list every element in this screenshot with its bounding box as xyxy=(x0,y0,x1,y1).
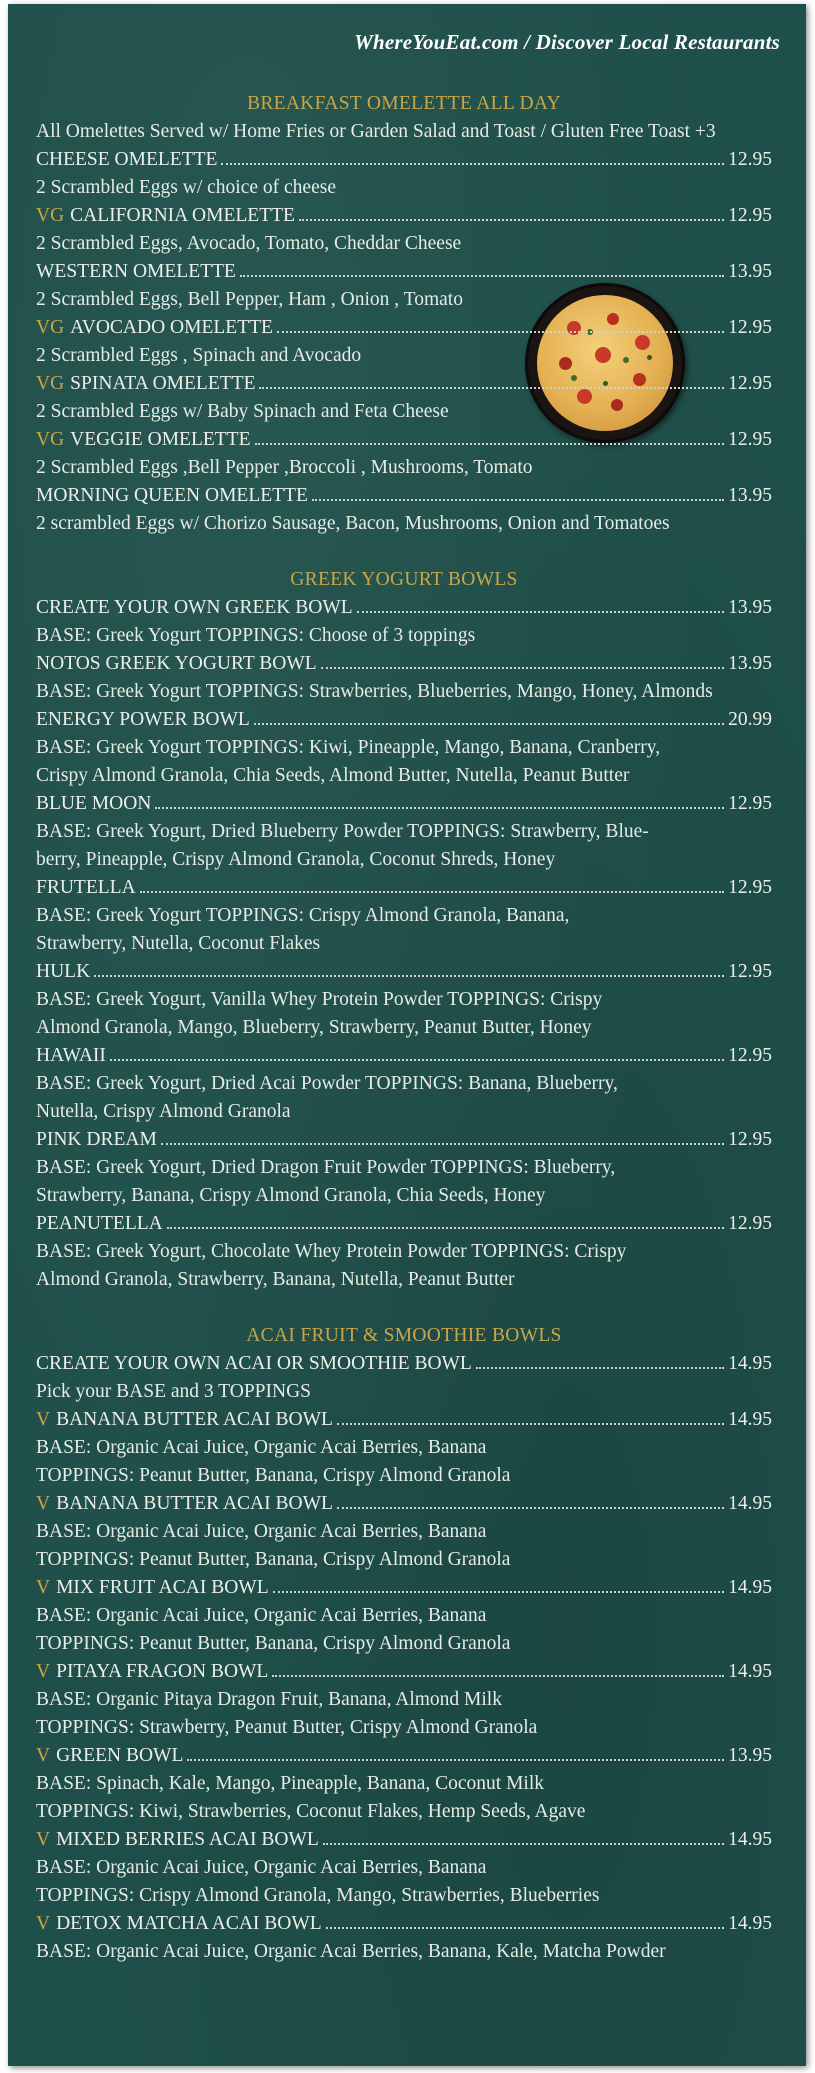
dot-leader xyxy=(476,1367,724,1369)
diet-tag: V xyxy=(36,1409,51,1430)
item-description: 2 Scrambled Eggs w/ Baby Spinach and Feta Cheese xyxy=(36,401,449,422)
item-price: 12.95 xyxy=(728,1129,772,1150)
item-title: BLUE MOON xyxy=(36,793,152,814)
menu-item-row xyxy=(36,482,772,510)
item-description: BASE: Spinach, Kale, Mango, Pineapple, Banana, Coconut Milk xyxy=(36,1773,545,1794)
item-description: TOPPINGS: Peanut Butter, Banana, Crispy Almond Granola xyxy=(36,1549,511,1570)
item-title: DETOX MATCHA ACAI BOWL xyxy=(56,1913,322,1934)
diet-tag: V xyxy=(36,1493,51,1514)
item-name xyxy=(36,370,255,398)
menu-item-row xyxy=(36,1658,772,1686)
item-price: 12.95 xyxy=(728,205,772,226)
item-name xyxy=(36,146,217,174)
item-description: BASE: Greek Yogurt, Dried Dragon Fruit Powder TOPPINGS: Blueberry, xyxy=(36,1157,616,1178)
item-price: 12.95 xyxy=(728,877,772,898)
item-description: 2 Scrambled Eggs, Bell Pepper, Ham , Onion , Tomato xyxy=(36,289,463,310)
item-name xyxy=(36,874,136,902)
item-name xyxy=(36,1042,106,1070)
diet-tag: VG xyxy=(36,429,65,450)
item-title: HAWAII xyxy=(36,1045,106,1066)
dot-leader xyxy=(254,723,724,725)
item-description: BASE: Greek Yogurt TOPPINGS: Crispy Almond Granola, Banana, xyxy=(36,905,570,926)
diet-tag: V xyxy=(36,1577,51,1598)
item-title: GREEN BOWL xyxy=(56,1745,184,1766)
dot-leader xyxy=(110,1059,724,1061)
menu-page xyxy=(8,4,806,2066)
item-price: 14.95 xyxy=(728,1409,772,1430)
diet-tag: VG xyxy=(36,205,65,226)
menu-item-row xyxy=(36,258,772,286)
item-price: 12.95 xyxy=(728,793,772,814)
diet-tag: VG xyxy=(36,373,65,394)
acai-list xyxy=(36,1350,772,1966)
item-name xyxy=(36,958,90,986)
item-name xyxy=(36,1350,472,1378)
dot-leader xyxy=(337,1507,724,1509)
item-name xyxy=(36,706,250,734)
dot-leader xyxy=(259,387,724,389)
item-description: Pick your BASE and 3 TOPPINGS xyxy=(36,1381,312,1402)
section-title-acai: ACAI FRUIT & SMOOTHIE BOWLS xyxy=(246,1325,562,1346)
item-title: SPINATA OMELETTE xyxy=(70,373,256,394)
item-title: AVOCADO OMELETTE xyxy=(70,317,273,338)
item-name xyxy=(36,1126,157,1154)
dot-leader xyxy=(277,331,724,333)
item-title: PITAYA FRAGON BOWL xyxy=(56,1661,269,1682)
menu-item-row xyxy=(36,1126,772,1154)
item-price: 13.95 xyxy=(728,597,772,618)
item-price: 12.95 xyxy=(728,317,772,338)
dot-leader xyxy=(337,1423,724,1425)
item-name xyxy=(36,482,308,510)
dot-leader xyxy=(161,1143,724,1145)
menu-item-row xyxy=(36,370,772,398)
dot-leader xyxy=(140,891,724,893)
item-title: ENERGY POWER BOWL xyxy=(36,709,250,730)
item-description: Almond Granola, Strawberry, Banana, Nutella, Peanut Butter xyxy=(36,1269,515,1290)
item-description: TOPPINGS: Peanut Butter, Banana, Crispy Almond Granola xyxy=(36,1633,511,1654)
item-description: 2 scrambled Eggs w/ Chorizo Sausage, Bacon, Mushrooms, Onion and Tomatoes xyxy=(36,513,670,534)
item-name xyxy=(36,258,236,286)
section-title-omelettes: BREAKFAST OMELETTE ALL DAY xyxy=(247,93,561,114)
item-title: MIX FRUIT ACAI BOWL xyxy=(56,1577,269,1598)
item-description: BASE: Organic Acai Juice, Organic Acai Berries, Banana xyxy=(36,1605,487,1626)
menu-item-row xyxy=(36,1042,772,1070)
item-title: HULK xyxy=(36,961,91,982)
menu-item-row xyxy=(36,1406,772,1434)
item-description: BASE: Greek Yogurt, Dried Blueberry Powder TOPPINGS: Strawberry, Blue- xyxy=(36,821,649,842)
item-title: PEANUTELLA xyxy=(36,1213,163,1234)
item-price: 13.95 xyxy=(728,261,772,282)
item-price: 12.95 xyxy=(728,149,772,170)
item-description: BASE: Organic Acai Juice, Organic Acai Berries, Banana xyxy=(36,1437,487,1458)
dot-leader xyxy=(155,807,724,809)
item-name xyxy=(36,790,151,818)
item-title: BANANA BUTTER ACAI BOWL xyxy=(56,1493,333,1514)
item-description: 2 Scrambled Eggs , Spinach and Avocado xyxy=(36,345,362,366)
dot-leader xyxy=(240,275,724,277)
dot-leader xyxy=(94,975,724,977)
item-description: Nutella, Crispy Almond Granola xyxy=(36,1101,291,1122)
item-price: 14.95 xyxy=(728,1661,772,1682)
item-price: 20.99 xyxy=(728,709,772,730)
item-title: CALIFORNIA OMELETTE xyxy=(70,205,295,226)
diet-tag: V xyxy=(36,1661,51,1682)
dot-leader xyxy=(312,499,724,501)
item-description: TOPPINGS: Strawberry, Peanut Butter, Crispy Almond Granola xyxy=(36,1717,538,1738)
item-description: BASE: Greek Yogurt TOPPINGS: Choose of 3 toppings xyxy=(36,625,476,646)
menu-item-row xyxy=(36,314,772,342)
item-name xyxy=(36,1826,319,1854)
diet-tag: V xyxy=(36,1829,51,1850)
dot-leader xyxy=(321,667,724,669)
yogurt-list xyxy=(36,594,772,1294)
menu-item-row xyxy=(36,202,772,230)
item-title: WESTERN OMELETTE xyxy=(36,261,236,282)
item-price: 14.95 xyxy=(728,1577,772,1598)
item-price: 14.95 xyxy=(728,1353,772,1374)
dot-leader xyxy=(323,1843,724,1845)
item-description: Strawberry, Banana, Crispy Almond Granola, Chia Seeds, Honey xyxy=(36,1185,546,1206)
menu-item-row xyxy=(36,650,772,678)
item-name xyxy=(36,1490,333,1518)
item-description: BASE: Greek Yogurt, Chocolate Whey Protein Powder TOPPINGS: Crispy xyxy=(36,1241,627,1262)
item-price: 14.95 xyxy=(728,1913,772,1934)
item-name xyxy=(36,650,317,678)
dot-leader xyxy=(326,1927,724,1929)
item-price: 12.95 xyxy=(728,373,772,394)
item-price: 12.95 xyxy=(728,961,772,982)
item-description: BASE: Organic Acai Juice, Organic Acai Berries, Banana xyxy=(36,1521,487,1542)
dot-leader xyxy=(187,1759,724,1761)
item-title: MORNING QUEEN OMELETTE xyxy=(36,485,308,506)
dot-leader xyxy=(273,1591,725,1593)
site-banner: WhereYouEat.com / Discover Local Restaurants xyxy=(354,30,780,54)
omelette-list xyxy=(36,146,772,538)
menu-item-row xyxy=(36,958,772,986)
diet-tag: V xyxy=(36,1745,51,1766)
item-description: TOPPINGS: Peanut Butter, Banana, Crispy Almond Granola xyxy=(36,1465,511,1486)
item-price: 14.95 xyxy=(728,1829,772,1850)
dot-leader xyxy=(272,1675,724,1677)
item-description: BASE: Greek Yogurt TOPPINGS: Strawberries, Blueberries, Mango, Honey, Almonds xyxy=(36,681,713,702)
item-name xyxy=(36,1406,333,1434)
item-title: NOTOS GREEK YOGURT BOWL xyxy=(36,653,317,674)
item-description: Strawberry, Nutella, Coconut Flakes xyxy=(36,933,321,954)
menu-item-row xyxy=(36,874,772,902)
item-name xyxy=(36,202,295,230)
item-price: 12.95 xyxy=(728,429,772,450)
diet-tag: V xyxy=(36,1913,51,1934)
dot-leader xyxy=(167,1227,724,1229)
item-name xyxy=(36,1210,163,1238)
item-description: BASE: Greek Yogurt, Dried Acai Powder TOPPINGS: Banana, Blueberry, xyxy=(36,1073,618,1094)
item-title: CHEESE OMELETTE xyxy=(36,149,218,170)
menu-content xyxy=(36,90,772,1966)
item-name xyxy=(36,1910,322,1938)
item-description: BASE: Organic Acai Juice, Organic Acai Berries, Banana, Kale, Matcha Powder xyxy=(36,1941,666,1962)
item-description: berry, Pineapple, Crispy Almond Granola, Coconut Shreds, Honey xyxy=(36,849,556,870)
item-price: 13.95 xyxy=(728,653,772,674)
item-description: BASE: Greek Yogurt, Vanilla Whey Protein Powder TOPPINGS: Crispy xyxy=(36,989,603,1010)
item-price: 13.95 xyxy=(728,1745,772,1766)
menu-item-row xyxy=(36,594,772,622)
item-price: 12.95 xyxy=(728,1045,772,1066)
dot-leader xyxy=(299,219,724,221)
item-title: CREATE YOUR OWN ACAI OR SMOOTHIE BOWL xyxy=(36,1353,472,1374)
item-title: BANANA BUTTER ACAI BOWL xyxy=(56,1409,333,1430)
item-price: 14.95 xyxy=(728,1493,772,1514)
item-name xyxy=(36,426,251,454)
item-description: Almond Granola, Mango, Blueberry, Strawberry, Peanut Butter, Honey xyxy=(36,1017,592,1038)
item-description: BASE: Organic Pitaya Dragon Fruit, Banana, Almond Milk xyxy=(36,1689,502,1710)
menu-item-row xyxy=(36,1574,772,1602)
item-description: 2 Scrambled Eggs, Avocado, Tomato, Cheddar Cheese xyxy=(36,233,462,254)
menu-item-row xyxy=(36,146,772,174)
menu-item-row xyxy=(36,1490,772,1518)
item-price: 12.95 xyxy=(728,1213,772,1234)
item-description: 2 Scrambled Eggs w/ choice of cheese xyxy=(36,177,336,198)
omelette-note: All Omelettes Served w/ Home Fries or Garden Salad and Toast / Gluten Free Toast +3 xyxy=(36,121,716,142)
item-description: BASE: Greek Yogurt TOPPINGS: Kiwi, Pineapple, Mango, Banana, Cranberry, xyxy=(36,737,661,758)
item-description: BASE: Organic Acai Juice, Organic Acai Berries, Banana xyxy=(36,1857,487,1878)
dot-leader xyxy=(255,443,725,445)
item-description: TOPPINGS: Crispy Almond Granola, Mango, Strawberries, Blueberries xyxy=(36,1885,600,1906)
item-name xyxy=(36,1658,268,1686)
dot-leader xyxy=(221,163,724,165)
item-description: TOPPINGS: Kiwi, Strawberries, Coconut Flakes, Hemp Seeds, Agave xyxy=(36,1801,586,1822)
menu-item-row xyxy=(36,790,772,818)
item-title: MIXED BERRIES ACAI BOWL xyxy=(56,1829,319,1850)
item-description: Crispy Almond Granola, Chia Seeds, Almond Butter, Nutella, Peanut Butter xyxy=(36,765,630,786)
menu-item-row xyxy=(36,1350,772,1378)
diet-tag: VG xyxy=(36,317,65,338)
section-title-yogurt: GREEK YOGURT BOWLS xyxy=(290,569,518,590)
item-title: FRUTELLA xyxy=(36,877,136,898)
menu-item-row xyxy=(36,1910,772,1938)
menu-item-row xyxy=(36,426,772,454)
item-title: VEGGIE OMELETTE xyxy=(70,429,251,450)
item-title: CREATE YOUR OWN GREEK BOWL xyxy=(36,597,353,618)
item-name xyxy=(36,1742,183,1770)
item-name xyxy=(36,1574,269,1602)
item-price: 13.95 xyxy=(728,485,772,506)
menu-item-row xyxy=(36,1210,772,1238)
item-name xyxy=(36,314,273,342)
menu-item-row xyxy=(36,706,772,734)
dot-leader xyxy=(357,611,724,613)
menu-item-row xyxy=(36,1742,772,1770)
item-name xyxy=(36,594,353,622)
item-title: PINK DREAM xyxy=(36,1129,157,1150)
menu-item-row xyxy=(36,1826,772,1854)
item-description: 2 Scrambled Eggs ,Bell Pepper ,Broccoli , Mushrooms, Tomato xyxy=(36,457,533,478)
